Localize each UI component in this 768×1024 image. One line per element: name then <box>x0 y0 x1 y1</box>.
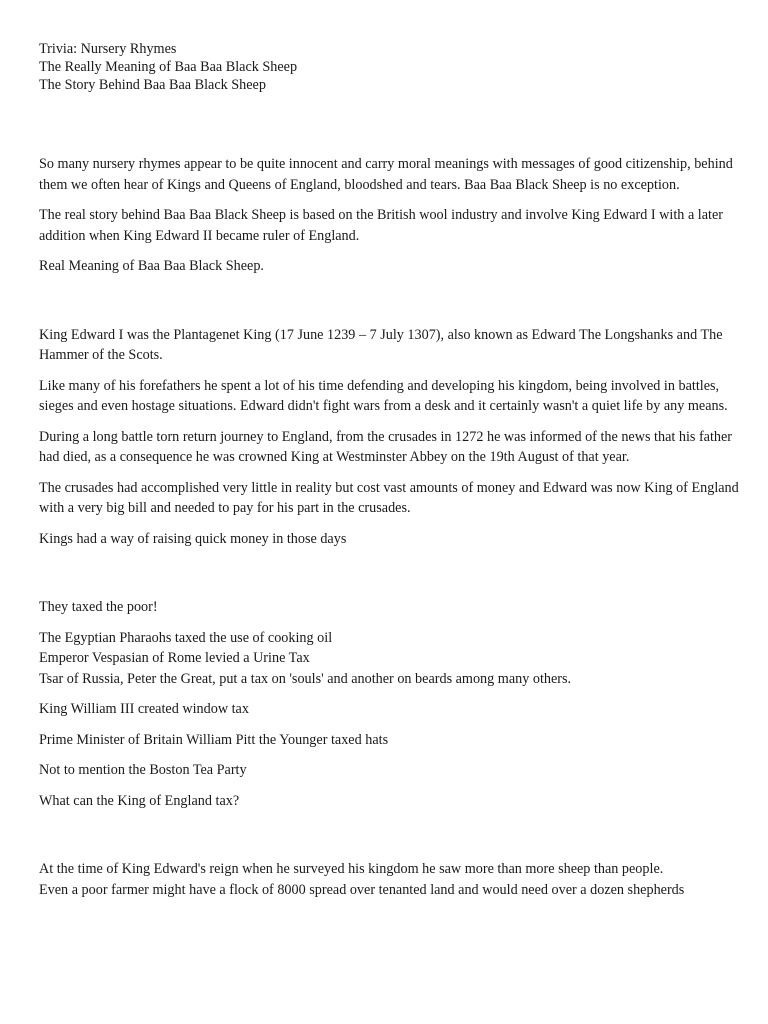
paragraph-journey: During a long battle torn return journey to England, from the crusades in 1272 he was informed of the news that his father had died, as a consequence he was crowned King at Westminster Abbey on the 19th August of that year. <box>39 428 733 465</box>
spacer <box>39 277 739 325</box>
sheep-line-1: At the time of King Edward's reign when he surveyed his kingdom he saw more than more sheep than people. <box>39 861 664 877</box>
header-line-story: The Story Behind Baa Baa Black Sheep <box>39 77 266 93</box>
paragraph-crusades: The crusades had accomplished very little in reality but cost vast amounts of money and Edward was now King of England with a very big bill and needed to pay for his part in the crusades. <box>39 479 739 516</box>
spacer <box>39 88 739 154</box>
paragraph-forefathers: Like many of his forefathers he spent a lot of his time defending and developing his kingdom, being involved in battles, sieges and even hostage situations. Edward didn't fight wars from a desk and it certainly wasn't a quiet life by any means. <box>39 377 728 414</box>
tax-line-tsar: Tsar of Russia, Peter the Great, put a tax on 'souls' and another on beards among many others. <box>39 670 572 687</box>
tax-line-pharaohs: The Egyptian Pharaohs taxed the use of cooking oil <box>39 629 333 646</box>
paragraph-taxed-poor: They taxed the poor! <box>39 599 158 615</box>
paragraph-window-tax: King William III created window tax <box>39 701 249 717</box>
paragraph-real-story: The real story behind Baa Baa Black Sheep is based on the British wool industry and involve King Edward I with a later addition when King Edward II became ruler of England. <box>39 207 723 244</box>
header-line-trivia: Trivia: Nursery Rhymes <box>39 41 177 57</box>
paragraph-edward-intro: King Edward I was the Plantagenet King (17 June 1239 – 7 July 1307), also known as Edward The Longshanks and The Hammer of the Scots. <box>39 326 723 363</box>
paragraph-boston: Not to mention the Boston Tea Party <box>39 762 247 778</box>
paragraph-kings-money: Kings had a way of raising quick money in those days <box>39 530 347 547</box>
document-header <box>39 40 739 93</box>
header-line-meaning: The Really Meaning of Baa Baa Black Sheep <box>39 59 298 75</box>
paragraph-question: What can the King of England tax? <box>39 792 240 809</box>
document-page <box>39 40 739 900</box>
spacer <box>39 549 739 597</box>
tax-line-vespasian: Emperor Vespasian of Rome levied a Urine Tax <box>39 650 310 666</box>
paragraph-sheep-survey <box>39 859 739 900</box>
spacer <box>39 811 739 859</box>
paragraph-tax-examples <box>39 628 739 690</box>
paragraph-hat-tax: Prime Minister of Britain William Pitt the Younger taxed hats <box>39 731 389 748</box>
paragraph-real-meaning: Real Meaning of Baa Baa Black Sheep. <box>39 258 264 274</box>
sheep-line-2: Even a poor farmer might have a flock of 8000 spread over tenanted land and would need over a dozen shepherds <box>39 881 685 898</box>
paragraph-intro: So many nursery rhymes appear to be quite innocent and carry moral meanings with messages of good citizenship, behind them we often hear of Kings and Queens of England, bloodshed and tears. Baa Baa Black Sheep is no exception. <box>39 156 733 193</box>
